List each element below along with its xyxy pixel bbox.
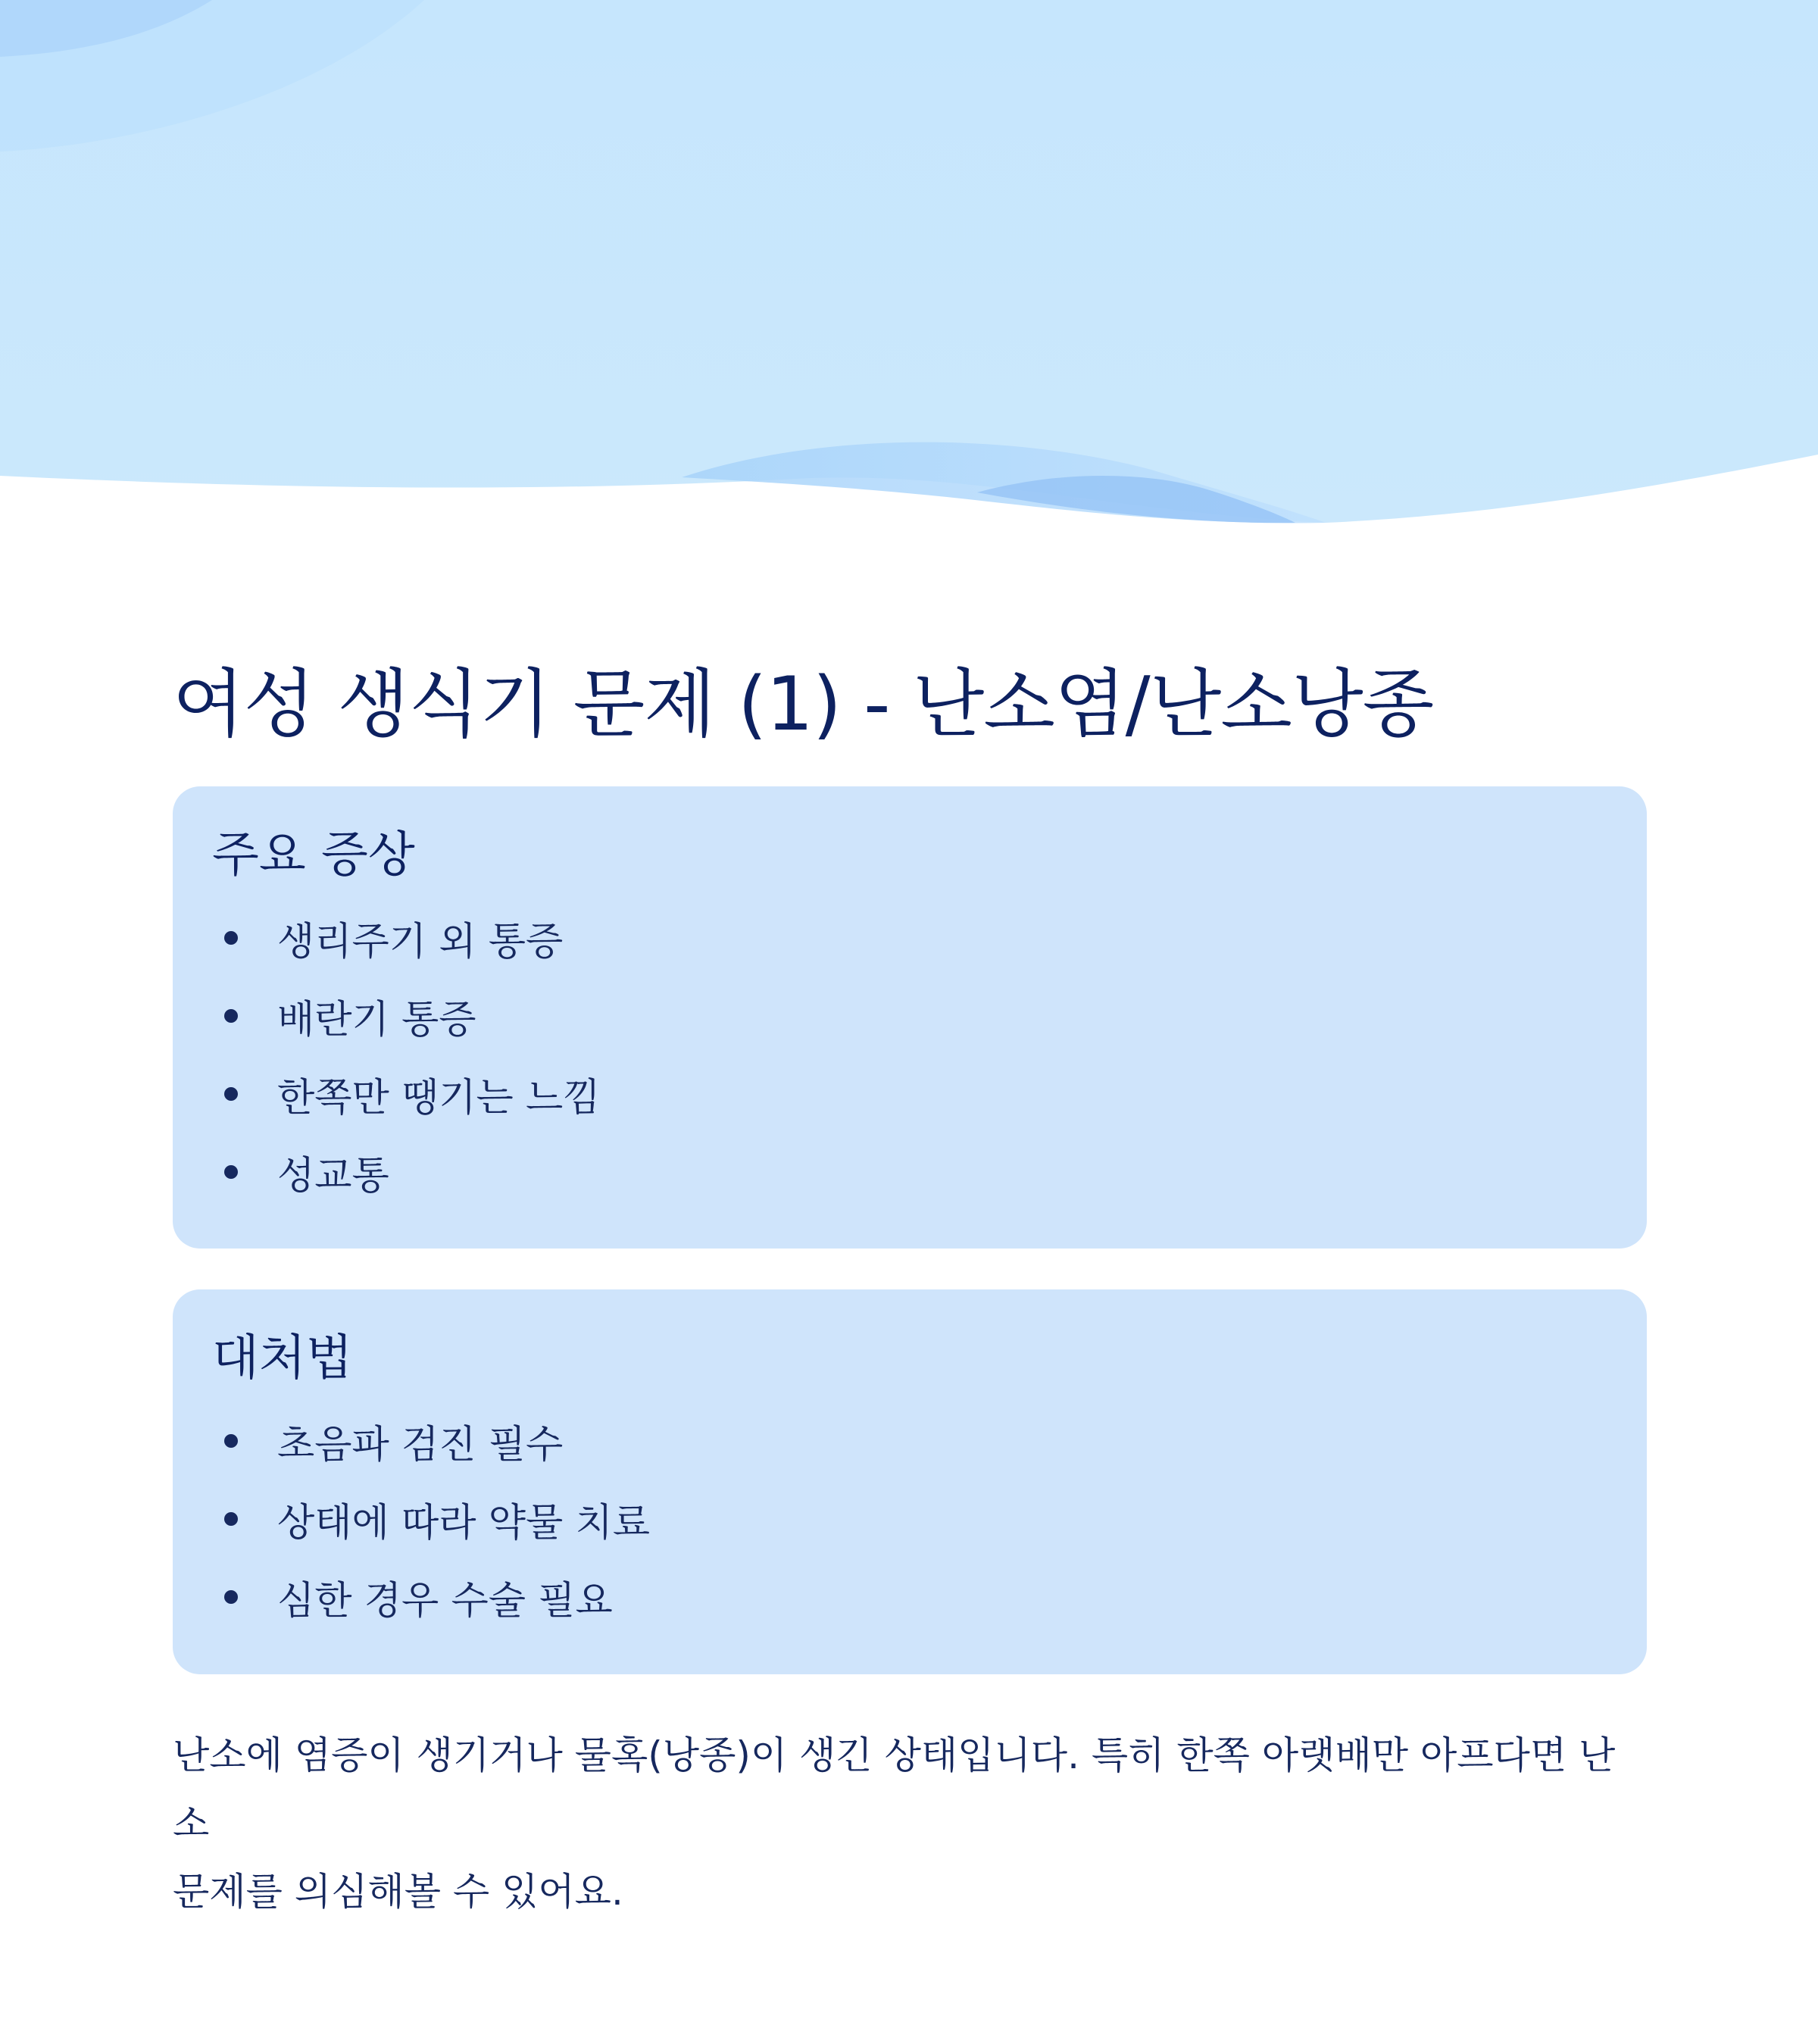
hero-wave-graphic — [0, 0, 1818, 530]
list-item-text: 상태에 따라 약물 치료 — [277, 1500, 651, 1546]
remedies-list — [212, 1402, 1607, 1636]
list-item-text: 배란기 통증 — [277, 997, 476, 1042]
main-content — [173, 659, 1647, 1926]
symptoms-list — [212, 899, 1607, 1211]
description-line-2: 문제를 의심해볼 수 있어요. — [173, 1870, 623, 1914]
list-item — [212, 1133, 1607, 1211]
list-item-text: 성교통 — [277, 1153, 389, 1199]
list-item-text: 한쪽만 땡기는 느낌 — [277, 1075, 601, 1120]
bullet-icon — [224, 1087, 238, 1101]
remedies-heading: 대처법 — [212, 1330, 353, 1386]
hero-wave-banner — [0, 0, 1818, 530]
page-title: 여성 생식기 문제 (1) - 난소염/난소낭종 — [173, 661, 1434, 748]
list-item — [212, 1480, 1607, 1558]
list-item — [212, 899, 1607, 977]
list-item-text: 초음파 검진 필수 — [277, 1422, 564, 1467]
bullet-icon — [224, 1009, 238, 1023]
list-item-text: 생리주기 외 통증 — [277, 919, 564, 964]
bullet-icon — [224, 931, 238, 945]
bullet-icon — [224, 1434, 238, 1448]
list-item — [212, 1402, 1607, 1480]
remedies-card — [173, 1289, 1647, 1674]
description-line-1: 난소에 염증이 생기거나 물혹(낭종)이 생긴 상태입니다. 특히 한쪽 아랫배만 아프다면 난소 — [173, 1733, 1616, 1846]
bullet-icon — [224, 1590, 238, 1604]
list-item — [212, 1055, 1607, 1133]
list-item — [212, 1558, 1607, 1636]
bullet-icon — [224, 1165, 238, 1179]
description-paragraph — [173, 1721, 1647, 1926]
list-item-text: 심한 경우 수술 필요 — [277, 1578, 613, 1624]
list-item — [212, 977, 1607, 1055]
symptoms-card — [173, 786, 1647, 1249]
symptoms-heading: 주요 증상 — [212, 827, 415, 883]
bullet-icon — [224, 1512, 238, 1526]
